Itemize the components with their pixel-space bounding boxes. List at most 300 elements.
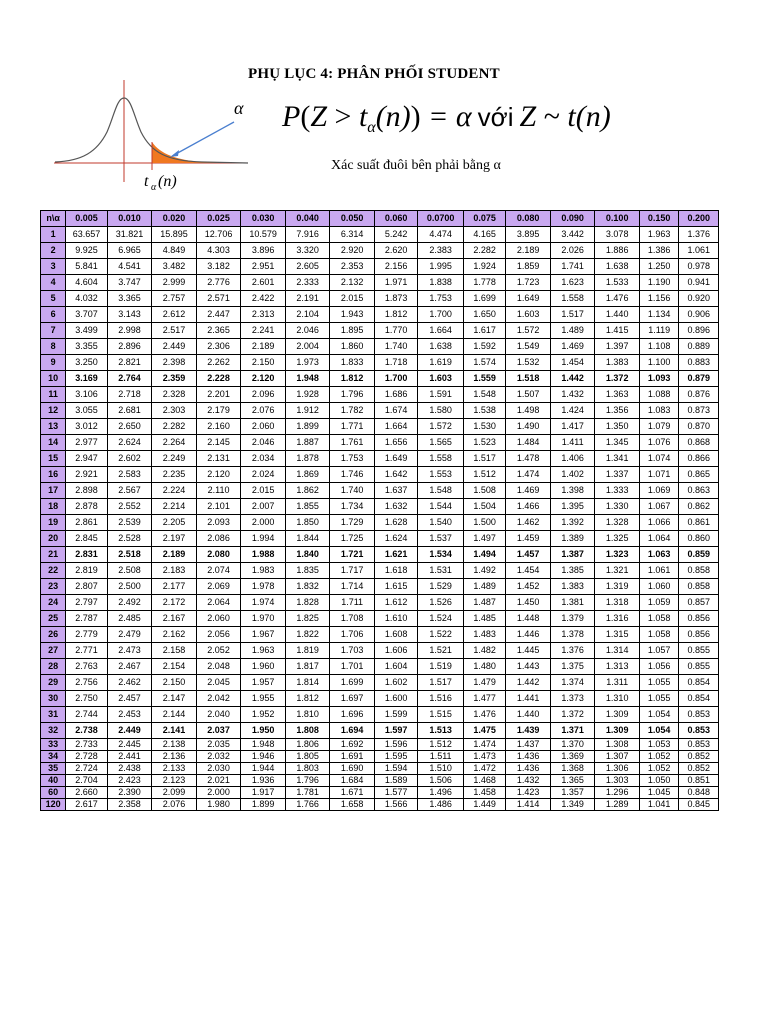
value-cell: 1.330 <box>595 499 640 515</box>
value-cell: 1.649 <box>374 451 418 467</box>
value-cell: 1.381 <box>550 595 595 611</box>
value-cell: 1.439 <box>506 723 551 739</box>
value-cell: 2.660 <box>66 787 107 799</box>
value-cell: 1.664 <box>418 323 464 339</box>
value-cell: 1.521 <box>418 643 464 659</box>
value-cell: 1.052 <box>639 763 678 775</box>
value-cell: 63.657 <box>66 227 107 243</box>
value-cell: 2.015 <box>330 291 375 307</box>
value-cell: 1.819 <box>285 643 330 659</box>
value-cell: 1.860 <box>330 339 375 355</box>
table-row <box>41 499 719 515</box>
value-cell: 1.445 <box>506 643 551 659</box>
value-cell: 0.848 <box>679 787 719 799</box>
df-cell: 35 <box>41 763 66 775</box>
value-cell: 1.577 <box>374 787 418 799</box>
value-cell: 1.950 <box>241 723 286 739</box>
value-cell: 1.341 <box>595 451 640 467</box>
df-cell: 2 <box>41 243 66 259</box>
value-cell: 1.376 <box>679 227 719 243</box>
value-cell: 2.583 <box>107 467 152 483</box>
value-cell: 1.369 <box>550 751 595 763</box>
value-cell: 2.612 <box>152 307 197 323</box>
value-cell: 1.454 <box>550 355 595 371</box>
value-cell: 2.750 <box>66 691 107 707</box>
value-cell: 1.310 <box>595 691 640 707</box>
value-cell: 2.831 <box>66 547 107 563</box>
value-cell: 2.313 <box>241 307 286 323</box>
value-cell: 0.854 <box>679 675 719 691</box>
value-cell: 1.565 <box>418 435 464 451</box>
value-cell: 1.899 <box>285 419 330 435</box>
value-cell: 1.452 <box>506 579 551 595</box>
value-cell: 2.724 <box>66 763 107 775</box>
value-cell: 1.566 <box>374 799 418 811</box>
value-cell: 2.076 <box>152 799 197 811</box>
value-cell: 1.692 <box>330 739 375 751</box>
value-cell: 1.812 <box>330 371 375 387</box>
value-cell: 1.321 <box>595 563 640 579</box>
value-cell: 1.466 <box>506 499 551 515</box>
value-cell: 1.699 <box>463 291 506 307</box>
value-cell: 2.998 <box>107 323 152 339</box>
value-cell: 1.119 <box>639 323 678 339</box>
formula-z: Z <box>310 100 328 133</box>
value-cell: 1.522 <box>418 627 464 643</box>
value-cell: 1.544 <box>418 499 464 515</box>
value-cell: 2.069 <box>196 579 241 595</box>
value-cell: 1.615 <box>374 579 418 595</box>
value-cell: 1.316 <box>595 611 640 627</box>
table-row <box>41 691 719 707</box>
table-row <box>41 579 719 595</box>
value-cell: 2.571 <box>196 291 241 307</box>
df-cell: 31 <box>41 707 66 723</box>
value-cell: 2.056 <box>196 627 241 643</box>
df-cell: 14 <box>41 435 66 451</box>
value-cell: 1.055 <box>639 691 678 707</box>
value-cell: 1.638 <box>418 339 464 355</box>
table-row <box>41 451 719 467</box>
value-cell: 1.398 <box>550 483 595 499</box>
value-cell: 1.559 <box>463 371 506 387</box>
value-cell: 1.589 <box>374 775 418 787</box>
value-cell: 1.948 <box>241 739 286 751</box>
df-cell: 18 <box>41 499 66 515</box>
value-cell: 1.309 <box>595 707 640 723</box>
value-cell: 2.390 <box>107 787 152 799</box>
value-cell: 1.498 <box>506 403 551 419</box>
value-cell: 1.524 <box>418 611 464 627</box>
value-cell: 2.999 <box>152 275 197 291</box>
df-cell: 3 <box>41 259 66 275</box>
value-cell: 0.853 <box>679 707 719 723</box>
table-row <box>41 371 719 387</box>
value-cell: 1.917 <box>241 787 286 799</box>
df-cell: 8 <box>41 339 66 355</box>
value-cell: 2.303 <box>152 403 197 419</box>
value-cell: 1.484 <box>506 435 551 451</box>
value-cell: 1.056 <box>639 659 678 675</box>
value-cell: 2.147 <box>152 691 197 707</box>
value-cell: 1.512 <box>418 739 464 751</box>
table-body <box>41 227 719 811</box>
value-cell: 2.457 <box>107 691 152 707</box>
value-cell: 1.372 <box>550 707 595 723</box>
formula-voi: với <box>477 102 514 132</box>
value-cell: 1.415 <box>595 323 640 339</box>
value-cell: 3.707 <box>66 307 107 323</box>
value-cell: 1.887 <box>285 435 330 451</box>
value-cell: 3.106 <box>66 387 107 403</box>
table-row <box>41 799 719 811</box>
df-cell: 60 <box>41 787 66 799</box>
value-cell: 2.704 <box>66 775 107 787</box>
value-cell: 3.747 <box>107 275 152 291</box>
value-cell: 1.828 <box>285 595 330 611</box>
value-cell: 1.496 <box>418 787 464 799</box>
value-cell: 2.757 <box>152 291 197 307</box>
value-cell: 0.852 <box>679 751 719 763</box>
value-cell: 0.978 <box>679 259 719 275</box>
value-cell: 1.472 <box>463 763 506 775</box>
value-cell: 2.123 <box>152 775 197 787</box>
value-cell: 1.406 <box>550 451 595 467</box>
value-cell: 1.844 <box>285 531 330 547</box>
value-cell: 2.738 <box>66 723 107 739</box>
table-row <box>41 763 719 775</box>
value-cell: 1.822 <box>285 627 330 643</box>
formula-t: t <box>358 100 368 133</box>
value-cell: 1.134 <box>639 307 678 323</box>
value-cell: 2.718 <box>107 387 152 403</box>
value-cell: 2.262 <box>196 355 241 371</box>
value-cell: 1.886 <box>595 243 640 259</box>
value-cell: 2.228 <box>196 371 241 387</box>
df-cell: 19 <box>41 515 66 531</box>
value-cell: 2.064 <box>196 595 241 611</box>
value-cell: 1.079 <box>639 419 678 435</box>
value-cell: 2.797 <box>66 595 107 611</box>
value-cell: 1.708 <box>330 611 375 627</box>
value-cell: 1.658 <box>330 799 375 811</box>
value-cell: 1.855 <box>285 499 330 515</box>
value-cell: 1.376 <box>550 643 595 659</box>
value-cell: 1.397 <box>595 339 640 355</box>
value-cell: 2.449 <box>107 723 152 739</box>
value-cell: 2.024 <box>241 467 286 483</box>
value-cell: 2.921 <box>66 467 107 483</box>
header-cell: 0.020 <box>152 211 197 227</box>
value-cell: 1.357 <box>550 787 595 799</box>
value-cell: 2.189 <box>152 547 197 563</box>
value-cell: 1.510 <box>418 763 464 775</box>
value-cell: 2.620 <box>374 243 418 259</box>
value-cell: 1.443 <box>506 659 551 675</box>
table-row <box>41 547 719 563</box>
table-row <box>41 627 719 643</box>
value-cell: 1.832 <box>285 579 330 595</box>
header-cell: 0.090 <box>550 211 595 227</box>
value-cell: 0.865 <box>679 467 719 483</box>
value-cell: 1.810 <box>285 707 330 723</box>
value-cell: 1.370 <box>550 739 595 751</box>
value-cell: 2.328 <box>152 387 197 403</box>
value-cell: 1.895 <box>330 323 375 339</box>
value-cell: 1.474 <box>463 739 506 751</box>
value-cell: 1.060 <box>639 579 678 595</box>
value-cell: 1.383 <box>550 579 595 595</box>
value-cell: 1.076 <box>639 435 678 451</box>
value-cell: 1.850 <box>285 515 330 531</box>
header-cell: 0.100 <box>595 211 640 227</box>
value-cell: 1.392 <box>550 515 595 531</box>
value-cell: 1.100 <box>639 355 678 371</box>
value-cell: 1.835 <box>285 563 330 579</box>
value-cell: 1.711 <box>330 595 375 611</box>
value-cell: 1.494 <box>463 547 506 563</box>
value-cell: 2.034 <box>241 451 286 467</box>
value-cell: 1.741 <box>550 259 595 275</box>
table-row <box>41 659 719 675</box>
table-row <box>41 435 719 451</box>
value-cell: 2.567 <box>107 483 152 499</box>
value-cell: 2.000 <box>196 787 241 799</box>
value-cell: 1.632 <box>374 499 418 515</box>
value-cell: 1.333 <box>595 483 640 499</box>
value-cell: 1.475 <box>463 723 506 739</box>
df-cell: 25 <box>41 611 66 627</box>
value-cell: 2.353 <box>330 259 375 275</box>
header-cell: 0.200 <box>679 211 719 227</box>
value-cell: 2.162 <box>152 627 197 643</box>
value-cell: 1.523 <box>463 435 506 451</box>
value-cell: 6.314 <box>330 227 375 243</box>
value-cell: 1.093 <box>639 371 678 387</box>
value-cell: 3.442 <box>550 227 595 243</box>
value-cell: 1.067 <box>639 499 678 515</box>
value-cell: 1.323 <box>595 547 640 563</box>
value-cell: 2.445 <box>107 739 152 751</box>
value-cell: 1.436 <box>506 751 551 763</box>
formula-alpha-sub: α <box>367 119 376 136</box>
value-cell: 7.916 <box>285 227 330 243</box>
value-cell: 2.052 <box>196 643 241 659</box>
value-cell: 2.249 <box>152 451 197 467</box>
value-cell: 1.770 <box>374 323 418 339</box>
value-cell: 2.681 <box>107 403 152 419</box>
value-cell: 1.064 <box>639 531 678 547</box>
header-cell: 0.025 <box>196 211 241 227</box>
header-cell: 0.075 <box>463 211 506 227</box>
value-cell: 2.110 <box>196 483 241 499</box>
value-cell: 1.994 <box>241 531 286 547</box>
value-cell: 2.026 <box>550 243 595 259</box>
value-cell: 1.796 <box>330 387 375 403</box>
value-cell: 3.055 <box>66 403 107 419</box>
value-cell: 1.517 <box>550 307 595 323</box>
value-cell: 1.617 <box>463 323 506 339</box>
value-cell: 1.995 <box>418 259 464 275</box>
value-cell: 2.104 <box>285 307 330 323</box>
value-cell: 0.876 <box>679 387 719 403</box>
value-cell: 1.608 <box>374 627 418 643</box>
value-cell: 1.402 <box>550 467 595 483</box>
value-cell: 1.432 <box>506 775 551 787</box>
value-cell: 1.058 <box>639 611 678 627</box>
value-cell: 0.853 <box>679 739 719 751</box>
value-cell: 1.963 <box>241 643 286 659</box>
value-cell: 2.004 <box>285 339 330 355</box>
value-cell: 1.517 <box>463 451 506 467</box>
value-cell: 1.477 <box>463 691 506 707</box>
value-cell: 1.440 <box>506 707 551 723</box>
value-cell: 2.462 <box>107 675 152 691</box>
value-cell: 1.432 <box>550 387 595 403</box>
value-cell: 1.526 <box>418 595 464 611</box>
value-cell: 2.189 <box>506 243 551 259</box>
value-cell: 1.054 <box>639 707 678 723</box>
value-cell: 1.558 <box>550 291 595 307</box>
value-cell: 1.500 <box>463 515 506 531</box>
value-cell: 3.012 <box>66 419 107 435</box>
table-row <box>41 307 719 323</box>
value-cell: 1.289 <box>595 799 640 811</box>
value-cell: 2.744 <box>66 707 107 723</box>
formula-gt: > <box>327 100 359 133</box>
value-cell: 2.306 <box>196 339 241 355</box>
value-cell: 1.699 <box>330 675 375 691</box>
value-cell: 1.812 <box>285 691 330 707</box>
value-cell: 3.499 <box>66 323 107 339</box>
value-cell: 2.131 <box>196 451 241 467</box>
value-cell: 2.000 <box>241 515 286 531</box>
value-cell: 2.878 <box>66 499 107 515</box>
value-cell: 3.169 <box>66 371 107 387</box>
formula-z2: Z <box>519 100 537 133</box>
value-cell: 1.386 <box>639 243 678 259</box>
value-cell: 1.045 <box>639 787 678 799</box>
df-cell: 120 <box>41 799 66 811</box>
value-cell: 1.540 <box>418 515 464 531</box>
df-cell: 10 <box>41 371 66 387</box>
formula-open: ( <box>300 100 311 133</box>
table-row <box>41 775 719 787</box>
value-cell: 0.863 <box>679 483 719 499</box>
value-cell: 1.058 <box>639 627 678 643</box>
df-cell: 15 <box>41 451 66 467</box>
value-cell: 2.771 <box>66 643 107 659</box>
value-cell: 2.189 <box>241 339 286 355</box>
value-cell: 1.694 <box>330 723 375 739</box>
value-cell: 1.706 <box>330 627 375 643</box>
value-cell: 1.703 <box>330 643 375 659</box>
value-cell: 1.469 <box>550 339 595 355</box>
value-cell: 1.487 <box>463 595 506 611</box>
value-cell: 1.489 <box>463 579 506 595</box>
value-cell: 1.948 <box>285 371 330 387</box>
table-row <box>41 339 719 355</box>
value-cell: 1.482 <box>463 643 506 659</box>
value-cell: 1.674 <box>374 403 418 419</box>
value-cell: 1.963 <box>639 227 678 243</box>
value-cell: 1.307 <box>595 751 640 763</box>
value-cell: 1.729 <box>330 515 375 531</box>
value-cell: 0.861 <box>679 515 719 531</box>
value-cell: 2.282 <box>152 419 197 435</box>
value-cell: 1.314 <box>595 643 640 659</box>
value-cell: 2.733 <box>66 739 107 751</box>
value-cell: 0.889 <box>679 339 719 355</box>
value-cell: 1.840 <box>285 547 330 563</box>
value-cell: 2.032 <box>196 751 241 763</box>
value-cell: 1.638 <box>595 259 640 275</box>
value-cell: 1.448 <box>506 611 551 627</box>
value-cell: 3.250 <box>66 355 107 371</box>
df-cell: 12 <box>41 403 66 419</box>
value-cell: 2.074 <box>196 563 241 579</box>
value-cell: 1.530 <box>463 419 506 435</box>
value-cell: 1.457 <box>506 547 551 563</box>
value-cell: 1.697 <box>330 691 375 707</box>
value-cell: 2.728 <box>66 751 107 763</box>
table-row <box>41 707 719 723</box>
value-cell: 1.725 <box>330 531 375 547</box>
value-cell: 1.621 <box>374 547 418 563</box>
t-label: t <box>144 173 149 190</box>
value-cell: 1.349 <box>550 799 595 811</box>
value-cell: 2.021 <box>196 775 241 787</box>
value-cell: 2.264 <box>152 435 197 451</box>
value-cell: 1.066 <box>639 515 678 531</box>
value-cell: 2.776 <box>196 275 241 291</box>
value-cell: 1.612 <box>374 595 418 611</box>
value-cell: 1.473 <box>463 751 506 763</box>
value-cell: 1.970 <box>241 611 286 627</box>
value-cell: 2.150 <box>241 355 286 371</box>
value-cell: 1.946 <box>241 751 286 763</box>
header-row <box>41 211 719 227</box>
value-cell: 2.167 <box>152 611 197 627</box>
value-cell: 10.579 <box>241 227 286 243</box>
value-cell: 1.515 <box>418 707 464 723</box>
header-cell: 0.010 <box>107 211 152 227</box>
value-cell: 1.973 <box>285 355 330 371</box>
value-cell: 2.500 <box>107 579 152 595</box>
value-cell: 1.701 <box>330 659 375 675</box>
header-cell: 0.005 <box>66 211 107 227</box>
value-cell: 2.473 <box>107 643 152 659</box>
value-cell: 2.947 <box>66 451 107 467</box>
value-cell: 1.574 <box>463 355 506 371</box>
value-cell: 1.912 <box>285 403 330 419</box>
header-cell: 0.050 <box>330 211 375 227</box>
value-cell: 1.983 <box>241 563 286 579</box>
value-cell: 1.684 <box>330 775 375 787</box>
value-cell: 1.924 <box>463 259 506 275</box>
value-cell: 1.074 <box>639 451 678 467</box>
value-cell: 2.492 <box>107 595 152 611</box>
value-cell: 9.925 <box>66 243 107 259</box>
value-cell: 2.144 <box>152 707 197 723</box>
value-cell: 1.928 <box>285 387 330 403</box>
value-cell: 1.971 <box>374 275 418 291</box>
df-cell: 1 <box>41 227 66 243</box>
table-row <box>41 291 719 307</box>
value-cell: 1.423 <box>506 787 551 799</box>
value-cell: 4.849 <box>152 243 197 259</box>
value-cell: 4.604 <box>66 275 107 291</box>
